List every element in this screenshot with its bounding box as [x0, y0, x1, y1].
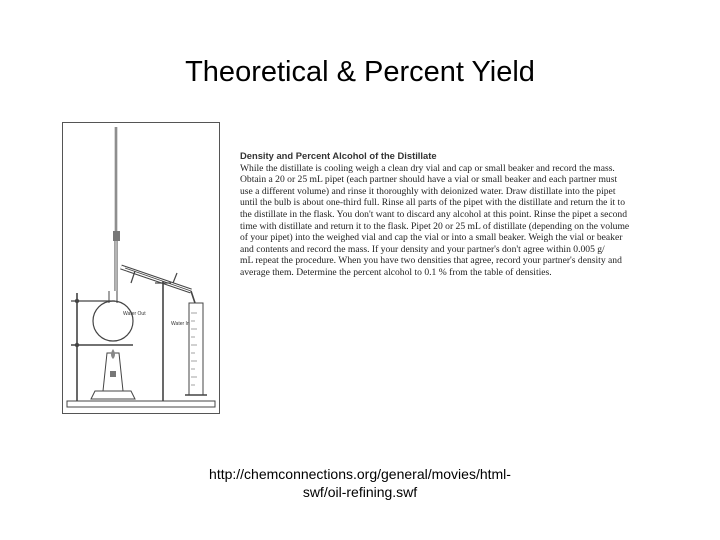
procedure-line: While the distillate is cooling weigh a clean dry vial and cap or small beaker and record the mass. — [240, 162, 615, 174]
procedure-line: until the bulb is about one-third full. Rinse all parts of the pipet with the distillate and return the it to — [240, 197, 626, 209]
procedure-line: of your pipet) into the weighed vial and cap the vial or into a small beaker. Weigh the vial or beaker — [240, 232, 623, 244]
procedure-line: time with distillate and return it to the flask. Pipet 20 or 25 mL of distillate (depending on the volume — [240, 220, 630, 232]
source-url-line: swf/oil-refining.swf — [302, 484, 418, 500]
distillation-apparatus-drawing — [63, 123, 219, 413]
water-in-label: Water In — [171, 321, 190, 327]
procedure-line: mL repeat the procedure. When you have two densities that agree, record your partner's density and — [240, 255, 622, 267]
slide-title: Theoretical & Percent Yield — [185, 56, 535, 88]
procedure-line: use a different volume) and rinse it thoroughly with deionized water. Draw distillate into the pipet — [240, 185, 616, 197]
procedure-line: average them. Determine the percent alcohol to 0.1 % from the table of densities. — [240, 266, 552, 278]
source-url-line: http://chemconnections.org/general/movies/html- — [209, 466, 511, 482]
procedure-line: and contents and record the mass. If your density and your partner's don't agree within 0.005 g/ — [240, 243, 605, 255]
procedure-heading: Density and Percent Alcohol of the Distillate — [240, 150, 437, 161]
source-url — [160, 465, 560, 501]
distillation-apparatus-figure — [62, 122, 220, 414]
procedure-line: the distillate in the flask. You don't want to discard any alcohol at this point. Rinse the pipet a second — [240, 208, 628, 220]
procedure-line: Obtain a 20 or 25 mL pipet (each partner should have a vial or small beaker and each partner must — [240, 174, 618, 186]
water-out-label: Water Out — [123, 311, 146, 317]
procedure-text-block — [240, 150, 686, 279]
